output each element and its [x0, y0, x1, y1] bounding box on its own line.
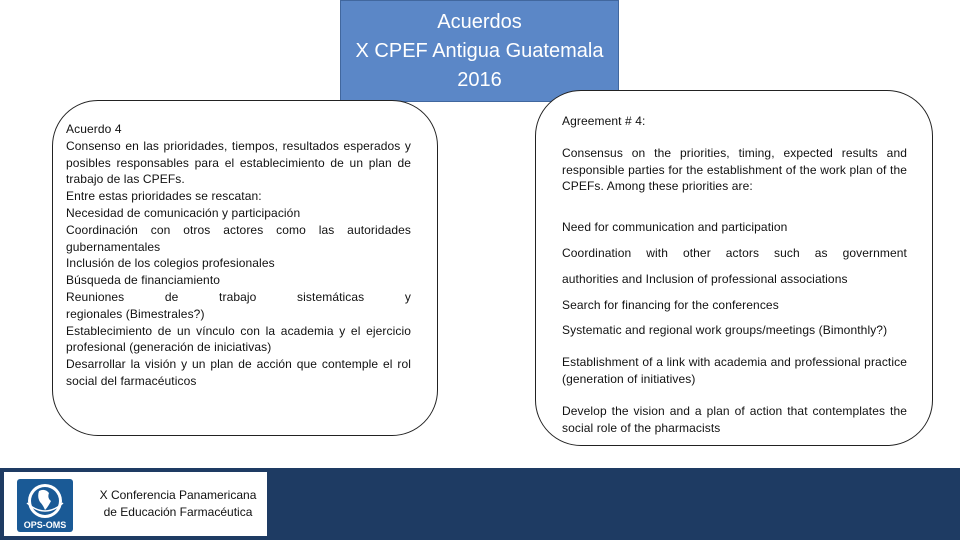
- priorities-intro-es: Entre estas prioridades se rescatan:: [66, 189, 262, 204]
- priority-academia-en: Establishment of a link with academia and professional practice (generation of initiatives): [562, 355, 907, 386]
- priority-financing-es: Búsqueda de financiamiento: [66, 273, 221, 288]
- priority-meetings-cont-es: regionales (Bimestrales?): [66, 306, 205, 321]
- priority-communication-en: Need for communication and participation: [562, 220, 788, 235]
- priority-communication-es: Necesidad de comunicación y participación: [66, 205, 301, 220]
- priority-inclusion-es: Inclusión de los colegios profesionales: [66, 256, 275, 271]
- priority-academia-es: Establecimiento de un vínculo con la academia y el ejercicio profesional (generación de iniciativas): [66, 323, 411, 355]
- footer-bar: [0, 468, 960, 540]
- conference-line-1: X Conferencia Panamericana: [99, 488, 257, 502]
- priority-coordination-en: Coordination with other actors such as government: [562, 245, 907, 260]
- conference-name: [92, 487, 264, 521]
- priority-meetings-es: Reuniones de trabajo sistemáticas y: [66, 289, 411, 304]
- english-agreement-panel: [535, 90, 933, 446]
- logo-label: OPS-OMS: [23, 520, 67, 530]
- agreement-heading-es: Acuerdo 4: [66, 122, 122, 136]
- slide-title: [340, 0, 619, 102]
- title-line-3: 2016: [457, 69, 502, 91]
- priority-authorities-en: authorities and Inclusion of professional associations: [562, 271, 848, 286]
- conference-badge: [3, 471, 268, 537]
- priority-vision-es: Desarrollar la visión y un plan de acción que contemple el rol social del farmacéuticos: [66, 357, 411, 388]
- priority-coordination-es: Coordinación con otros actores como las autoridades gubernamentales: [66, 222, 411, 254]
- ops-oms-logo: [17, 479, 73, 532]
- title-line-1: Acuerdos: [437, 11, 522, 33]
- spanish-agreement-panel: [52, 100, 438, 436]
- priority-vision-en: Develop the vision and a plan of action that contemplates the social role of the pharmacists: [562, 403, 907, 435]
- consensus-text-en: Consensus on the priorities, timing, expected results and responsible parties for the establishment of the work plan of the CPEFs. Among these priorities are:: [562, 145, 907, 194]
- agreement-heading-en: Agreement # 4:: [562, 114, 646, 128]
- priority-financing-en: Search for financing for the conferences: [562, 297, 779, 312]
- title-line-2: X CPEF Antigua Guatemala: [355, 40, 604, 62]
- consensus-text-es: Consenso en las prioridades, tiempos, resultados esperados y posibles responsables para el establecimiento de un plan de trabajo de las CPEFs.: [66, 138, 411, 187]
- conference-line-2: de Educación Farmacéutica: [103, 505, 253, 519]
- priority-meetings-en: Systematic and regional work groups/meetings (Bimonthly?): [562, 323, 888, 338]
